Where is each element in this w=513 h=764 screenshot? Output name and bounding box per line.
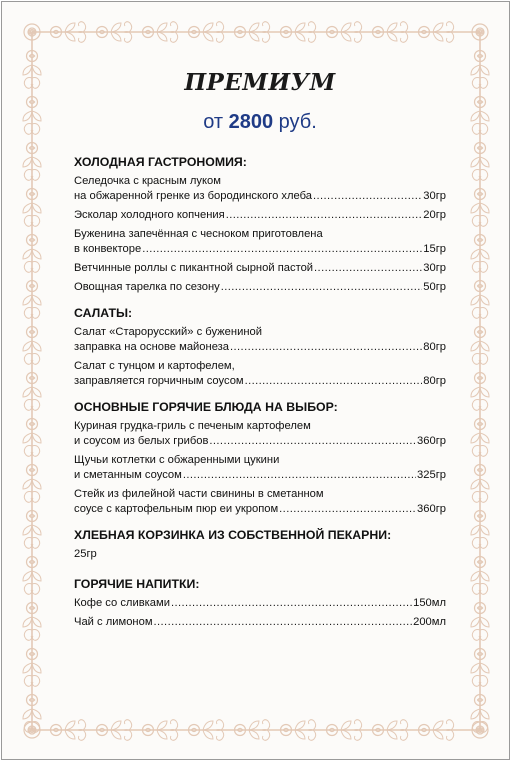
section-title: ГОРЯЧИЕ НАПИТКИ: <box>74 577 200 591</box>
item-weight: 15гр <box>423 243 446 255</box>
dot-leader <box>183 468 416 483</box>
item-line2: заправляется горчичным соусом <box>74 375 244 387</box>
item-line2: соусе с картофельным пюр еи укропом <box>74 503 279 515</box>
section-title: ОСНОВНЫЕ ГОРЯЧИЕ БЛЮДА НА ВЫБОР: <box>74 400 338 414</box>
item-weight: 200мл <box>413 616 446 628</box>
list-item <box>74 359 446 389</box>
list-item <box>74 325 446 355</box>
item-weight: 50гр <box>423 281 446 293</box>
list-item <box>74 419 446 449</box>
list-item <box>74 174 446 204</box>
section-title: ХЛЕБНАЯ КОРЗИНКА ИЗ СОБСТВЕННОЙ ПЕКАРНИ: <box>74 528 392 542</box>
item-line2: и соусом из белых грибов <box>74 435 209 447</box>
item-line2: Овощная тарелка по сезону <box>74 281 220 293</box>
dot-leader <box>226 208 423 223</box>
dot-leader <box>245 374 423 389</box>
list-item <box>74 280 446 295</box>
item-line2: заправка на основе майонеза <box>74 341 230 353</box>
section-cold <box>74 154 446 295</box>
price-amount: 2800 <box>228 111 274 133</box>
bread-weight: 25гр <box>74 548 97 560</box>
dot-leader <box>314 261 422 276</box>
price-suffix: руб. <box>278 111 317 133</box>
item-weight: 20гр <box>423 209 446 221</box>
item-line2: в конвекторе <box>74 243 142 255</box>
item-weight: 360гр <box>417 435 446 447</box>
item-weight: 30гр <box>423 262 446 274</box>
item-weight: 80гр <box>423 341 446 353</box>
list-item <box>74 615 446 630</box>
item-line1: Щучьи котлетки с обжаренными цукини <box>74 454 280 466</box>
item-weight: 360гр <box>417 503 446 515</box>
item-line1: Салат с тунцом и картофелем, <box>74 360 235 372</box>
list-item <box>74 208 446 223</box>
list-item <box>74 227 446 257</box>
dot-leader <box>313 189 422 204</box>
list-item <box>74 261 446 276</box>
section-drinks <box>74 576 446 630</box>
item-weight: 325гр <box>417 469 446 481</box>
list-item <box>74 487 446 517</box>
item-line2: Кофе со сливками <box>74 597 170 609</box>
item-line1: Салат «Старорусский» с бужениной <box>74 326 262 338</box>
item-line1: Стейк из филейной части свинины в сметанном <box>74 488 324 500</box>
item-line2: на обжаренной гренке из бородинского хлеба <box>74 190 313 202</box>
dot-leader <box>154 615 413 630</box>
section-hot <box>74 399 446 517</box>
section-title: ХОЛОДНАЯ ГАСТРОНОМИЯ: <box>74 155 247 169</box>
menu-title: ПРЕМИУМ <box>184 69 336 96</box>
section-bread <box>74 527 446 562</box>
dot-leader <box>221 280 422 295</box>
item-weight: 150мл <box>413 597 446 609</box>
item-line2: Чай с лимоном <box>74 616 153 628</box>
item-line2: Эсколар холодного копчения <box>74 209 225 221</box>
item-line2: Ветчинные роллы с пикантной сырной пастой <box>74 262 314 274</box>
item-line1: Буженина запечённая с чесноком приготовлена <box>74 228 323 240</box>
item-weight: 30гр <box>423 190 446 202</box>
price-prefix: от <box>203 111 224 133</box>
menu-page <box>1 1 510 760</box>
dot-leader <box>279 502 416 517</box>
dot-leader <box>230 340 422 355</box>
menu-content <box>74 60 446 634</box>
dot-leader <box>142 242 422 257</box>
section-salads <box>74 305 446 389</box>
section-title: САЛАТЫ: <box>74 306 133 320</box>
item-line1: Куриная грудка-гриль с печеным картофелем <box>74 420 311 432</box>
menu-price <box>74 108 446 136</box>
item-weight: 80гр <box>423 375 446 387</box>
dot-leader <box>209 434 416 449</box>
list-item <box>74 596 446 611</box>
dot-leader <box>171 596 412 611</box>
item-line2: и сметанным соусом <box>74 469 182 481</box>
item-line1: Селедочка с красным луком <box>74 175 221 187</box>
list-item <box>74 453 446 483</box>
